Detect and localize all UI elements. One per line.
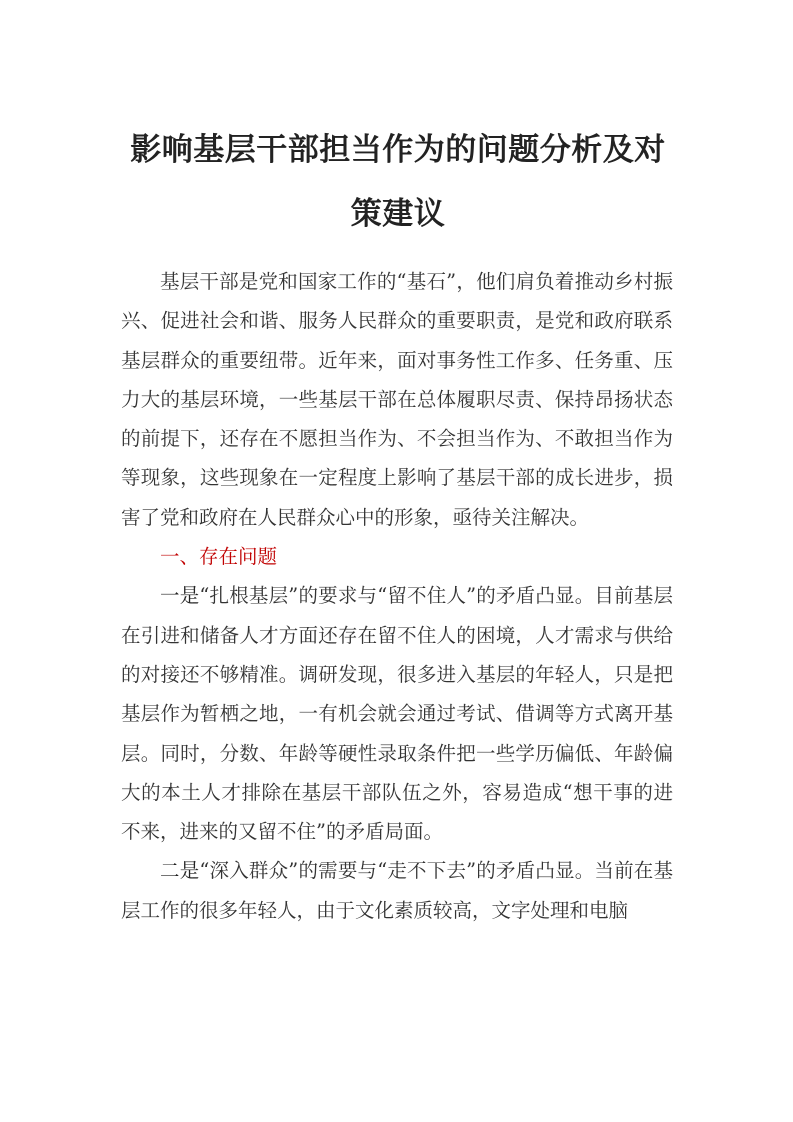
paragraph-item-1: [121, 576, 673, 851]
item-2-text: “深入群众”的需要与“走不下去”的矛盾凸显。当前在基层工作的很多年轻人，由于文化素质较高，文字处理和电脑: [121, 859, 673, 922]
document-title: 影响基层干部担当作为的问题分析及对策建议: [130, 132, 666, 232]
item-1-lead: 一是: [160, 584, 200, 608]
item-1-text: “扎根基层”的要求与“留不住人”的矛盾凸显。目前基层在引进和储备人才方面还存在留不住人的困境，人才需求与供给的对接还不够精准。调研发现，很多进入基层的年轻人，只是把基层作为暂栖之地，一有机会就会通过考试、借调等方式离开基层。同时，分数、年龄等硬性录取条件把一些学历偏低、年龄偏大的本土人才排除在基层干部队伍之外，容易造成“想干事的进不来，进来的又留不住”的矛盾局面。: [121, 584, 673, 844]
intro-paragraph: 基层干部是党和国家工作的“基石”，他们肩负着推动乡村振兴、促进社会和谐、服务人民群众的重要职责，是党和政府联系基层群众的重要纽带。近年来，面对事务性工作多、任务重、压力大的基层环境，一些基层干部在总体履职尽责、保持昂扬状态的前提下，还存在不愿担当作为、不会担当作为、不敢担当作为等现象，这些现象在一定程度上影响了基层干部的成长进步，损害了党和政府在人民群众心中的形象，亟待关注解决。: [121, 270, 673, 529]
paragraph-item-2: [121, 851, 673, 930]
document-body: [121, 262, 673, 930]
item-2-lead: 二是: [160, 859, 200, 883]
section-heading: 一、存在问题: [160, 545, 278, 569]
